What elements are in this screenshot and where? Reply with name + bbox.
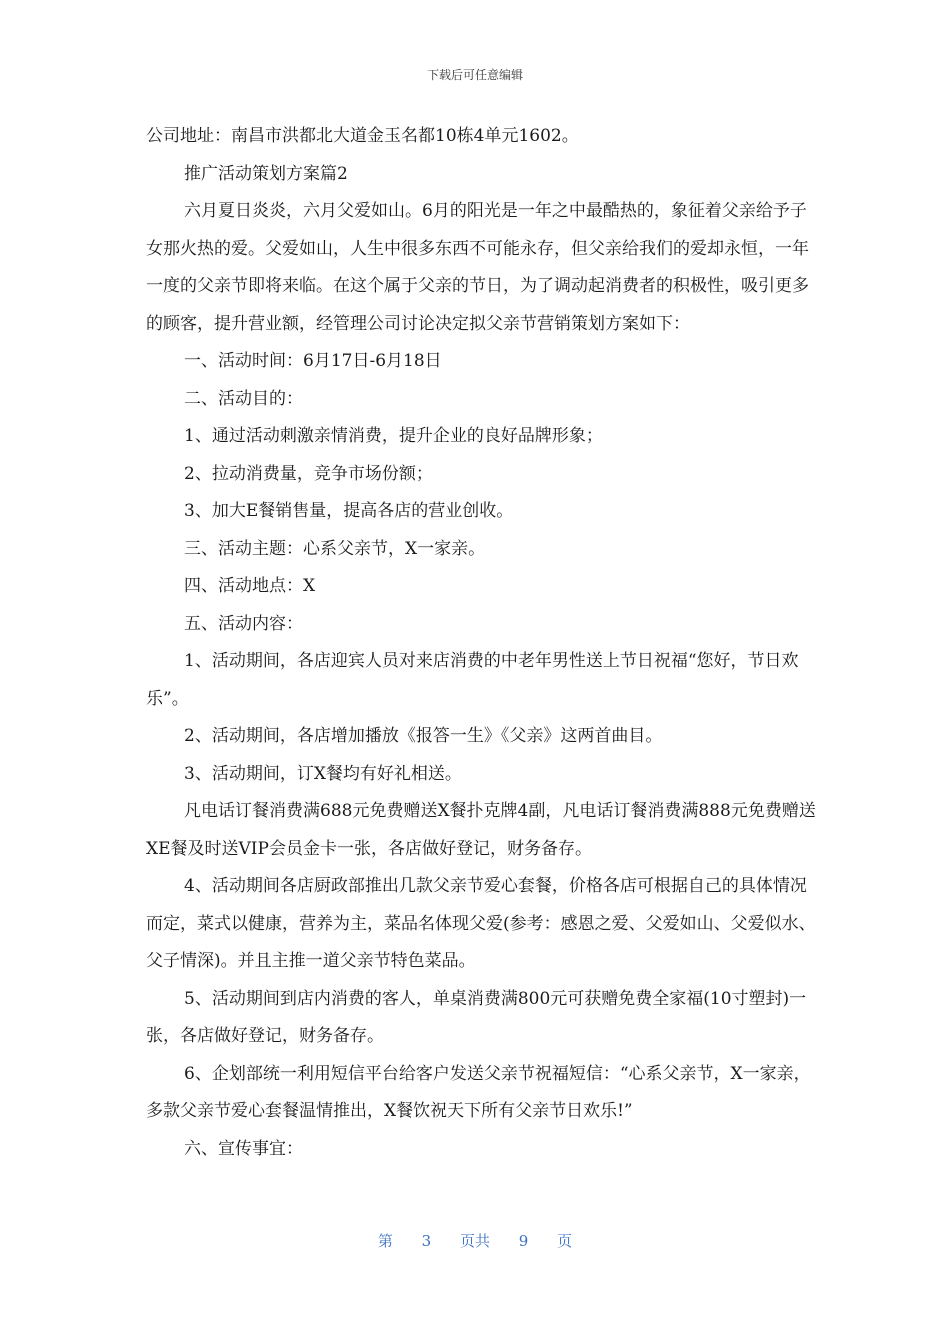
header-text: 下载后可任意编辑 bbox=[426, 68, 523, 82]
content-item-6: 6、企划部统一利用短信平台给客户发送父亲节祝福短信：“心系父亲节，X一家亲，多款父亲节爱心套餐温情推出，X餐饮祝天下所有父亲节日欢乐!” bbox=[146, 1063, 811, 1121]
page-header bbox=[0, 66, 950, 83]
content-item-2: 2、活动期间，各店增加播放《报答一生》《父亲》这两首曲目。 bbox=[184, 726, 663, 746]
paragraph-intro: 六月夏日炎炎，六月父爱如山。6月的阳光是一年之中最酷热的，象征着父亲给予子女那火热的爱。父爱如山，人生中很多东西不可能永存，但父亲给我们的爱却永恒，一年一度的父亲节即将来临。在这个属于父亲的节日，为了调动起消费者的积极性，吸引更多的顾客，提升营业额，经管理公司讨论决定拟父亲节营销策划方案如下： bbox=[146, 201, 809, 334]
footer-prefix: 第 bbox=[377, 1232, 393, 1250]
activity-purpose-heading: 二、活动目的： bbox=[184, 388, 303, 409]
purpose-item-3: 3、加大E餐销售量，提高各店的营业创收。 bbox=[184, 501, 514, 521]
document-body bbox=[146, 118, 818, 1168]
activity-content-heading: 五、活动内容： bbox=[184, 613, 303, 634]
content-item-3-detail: 凡电话订餐消费满688元免费赠送X餐扑克牌4副，凡电话订餐消费满888元免费赠送XE餐及时送VIP会员金卡一张，各店做好登记，财务备存。 bbox=[146, 801, 816, 859]
content-item-1: 1、活动期间，各店迎宾人员对来店消费的中老年男性送上节日祝福“您好，节日欢乐”。 bbox=[146, 651, 799, 709]
publicity-heading: 六、宣传事宜： bbox=[184, 1138, 303, 1159]
activity-location: 四、活动地点：X bbox=[184, 576, 316, 596]
paragraph-address: 公司地址：南昌市洪都北大道金玉名都10栋4单元1602。 bbox=[146, 126, 579, 146]
content-item-4: 4、活动期间各店厨政部推出几款父亲节爱心套餐，价格各店可根据自己的具体情况而定，菜式以健康，营养为主，菜品名体现父爱(参考：感恩之爱、父爱如山、父爱似水、父子情深)。并且主推一道父亲节特色菜品。 bbox=[146, 876, 816, 971]
section-title: 推广活动策划方案篇2 bbox=[184, 163, 348, 184]
content-item-5: 5、活动期间到店内消费的客人，单桌消费满800元可获赠免费全家福(10寸塑封)一张，各店做好登记，财务备存。 bbox=[146, 988, 807, 1046]
footer-total-pages: 9 bbox=[518, 1232, 529, 1250]
footer-page-number: 3 bbox=[421, 1232, 432, 1250]
activity-theme: 三、活动主题：心系父亲节，X一家亲。 bbox=[184, 538, 486, 559]
purpose-item-2: 2、拉动消费量，竞争市场份额； bbox=[184, 463, 433, 484]
footer-middle: 页共 bbox=[459, 1232, 490, 1250]
footer-suffix: 页 bbox=[557, 1232, 573, 1250]
activity-time: 一、活动时间：6月17日-6月18日 bbox=[184, 351, 442, 371]
content-item-3: 3、活动期间，订X餐均有好礼相送。 bbox=[184, 763, 462, 784]
page-footer bbox=[0, 1230, 950, 1251]
purpose-item-1: 1、通过活动刺激亲情消费，提升企业的良好品牌形象； bbox=[184, 426, 603, 446]
